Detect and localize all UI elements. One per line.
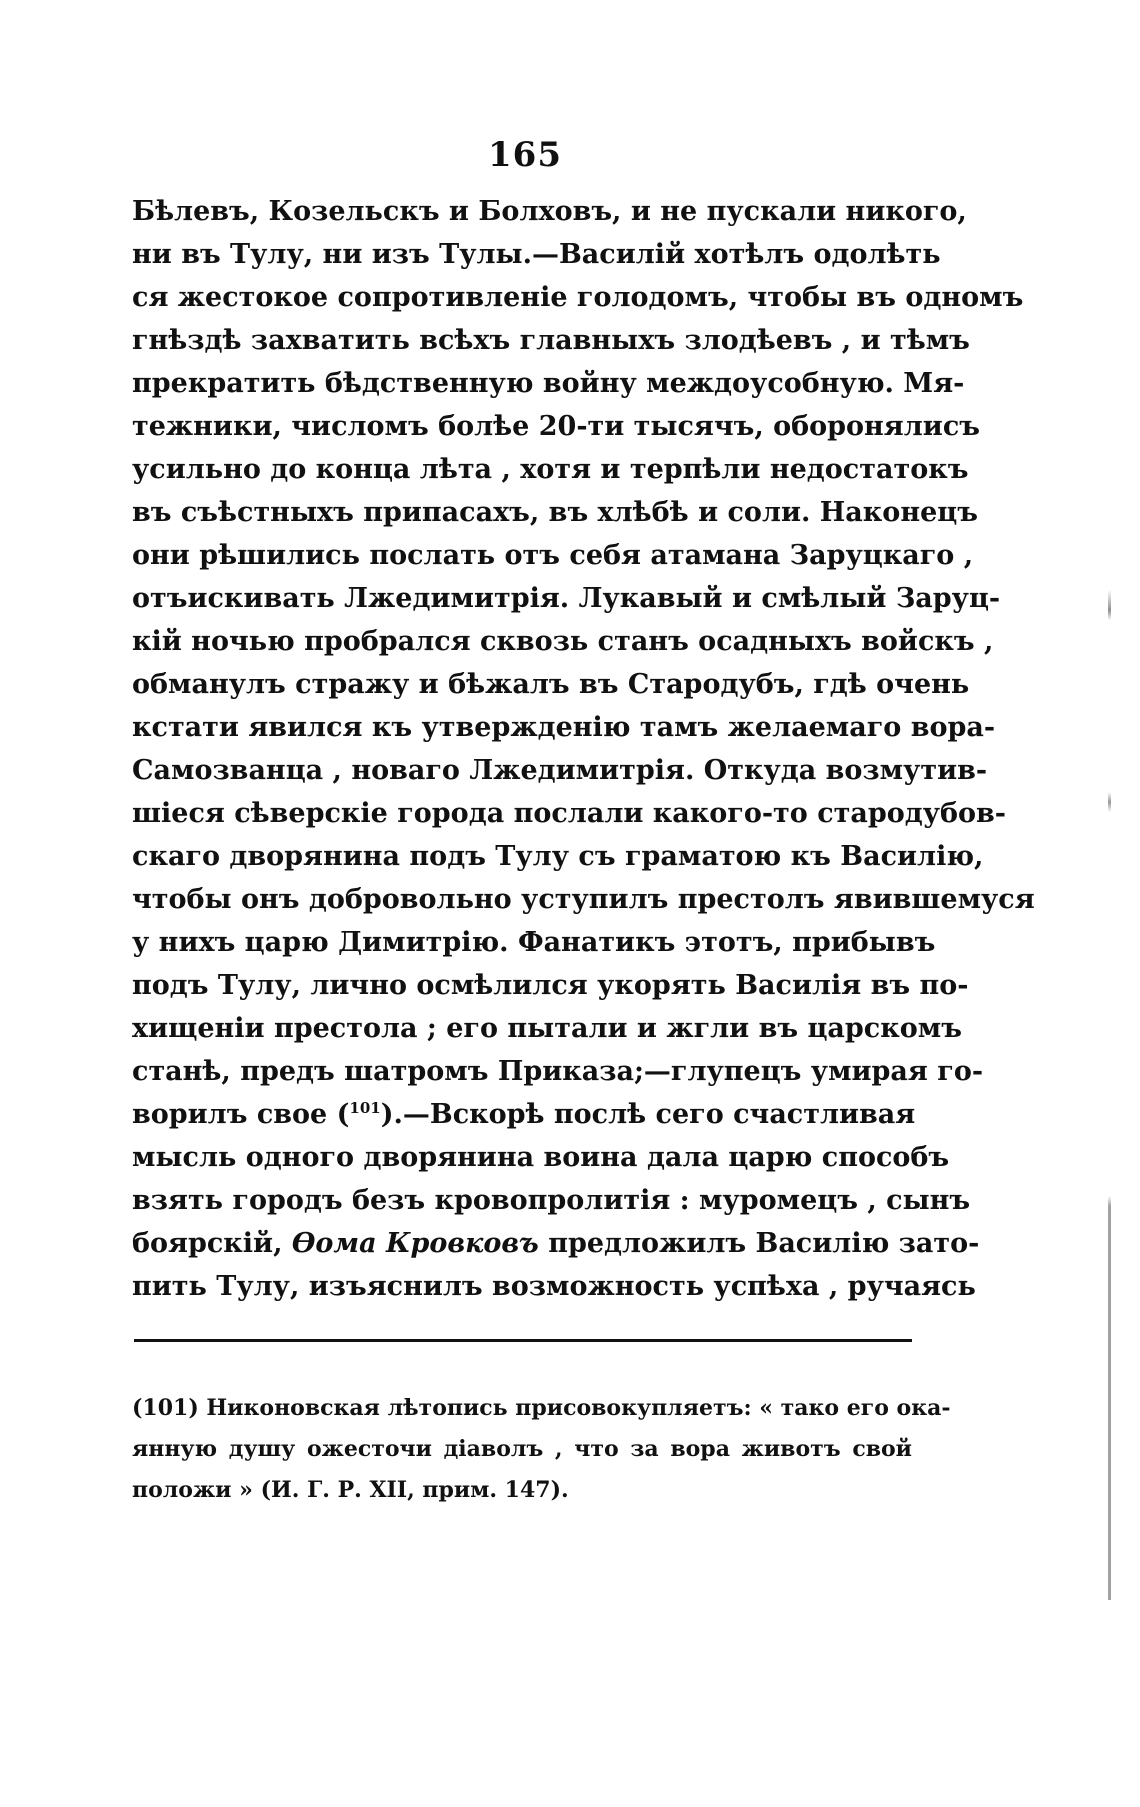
text-line: Бѣлевъ, Козельскъ и Болховъ, и не пускали никого, <box>132 196 967 227</box>
text-line-with-note-ref <box>132 1093 916 1136</box>
text-segment: боярскій, <box>132 1228 292 1259</box>
scan-edge-mark <box>1108 590 1111 1600</box>
footnote-reference: 101 <box>349 1099 381 1117</box>
page-number: 165 <box>488 135 562 175</box>
text-line: прекратить бѣдственную войну междоусобную. Мя- <box>132 368 965 399</box>
text-line: въ съѣстныхъ припасахъ, въ хлѣбѣ и соли. Наконецъ <box>132 497 978 528</box>
text-line: они рѣшились послать отъ себя атамана Заруцкаго , <box>132 540 974 571</box>
footnote-divider <box>134 1339 912 1342</box>
text-line: скаго дворянина подъ Тулу съ граматою къ Василію, <box>132 841 984 872</box>
italic-name: Ѳома Кровковъ <box>291 1228 539 1259</box>
text-line: усильно до конца лѣта , хотя и терпѣли недостатокъ <box>132 454 969 485</box>
body-text <box>132 190 1035 1308</box>
text-line: чтобы онъ добровольно уступилъ престолъ явившемуся <box>132 884 1035 915</box>
text-line: взять городъ безъ кровопролитія : муромецъ , сынъ <box>132 1185 971 1216</box>
text-line: станѣ, предъ шатромъ Приказа;—глупецъ умирая го- <box>132 1056 984 1087</box>
footnote-line: положи » (И. Г. Р. XII, прим. 147). <box>132 1477 569 1503</box>
text-line: тежники, числомъ болѣе 20-ти тысячъ, оборонялисъ <box>132 411 980 442</box>
text-segment: предложилъ Василію зато- <box>538 1228 980 1259</box>
footnote <box>132 1388 951 1511</box>
text-line: кій ночью пробрался сквозь станъ осадныхъ войскъ , <box>132 626 994 657</box>
text-line: кстати явился къ утвержденію тамъ желаемаго вора- <box>132 712 996 743</box>
text-line: ся жестокое сопротивленіе голодомъ, чтобы въ одномъ <box>132 282 1024 313</box>
text-line: подъ Тулу, лично осмѣлился укорять Василія въ по- <box>132 970 969 1001</box>
text-segment: ).—Вскорѣ послѣ сего счастливая <box>380 1099 916 1130</box>
text-line: обманулъ стражу и бѣжалъ въ Стародубъ, гдѣ очень <box>132 669 970 700</box>
text-line: отъискивать Лжедимитрія. Лукавый и смѣлый Заруц- <box>132 583 1001 614</box>
text-line: шіеся сѣверскіе города послали какого-то стародубов- <box>132 798 1007 829</box>
text-line-with-italic-name <box>132 1222 980 1265</box>
text-line: у нихъ царю Димитрію. Фанатикъ этотъ, прибывъ <box>132 927 936 958</box>
text-line: гнѣздѣ захватить всѣхъ главныхъ злодѣевъ , и тѣмъ <box>132 325 970 356</box>
text-line: мысль одного дворянина воина дала царю способъ <box>132 1142 950 1173</box>
footnote-line: (101) Никоновская лѣтопись присовокупляетъ: « тако его ока- <box>132 1395 951 1421</box>
text-segment: ворилъ свое ( <box>132 1099 350 1130</box>
text-line: Самозванца , новаго Лжедимитрія. Откуда возмутив- <box>132 755 988 786</box>
text-line: ни въ Тулу, ни изъ Тулы.—Василій хотѣлъ одолѣть <box>132 239 941 270</box>
text-line: хищеніи престола ; его пытали и жгли въ царскомъ <box>132 1013 962 1044</box>
footnote-line: янную душу ожесточи діаволъ , что за вора животъ свой <box>132 1436 912 1462</box>
text-line: пить Тулу, изъяснилъ возможность успѣха , ручаясь <box>132 1271 976 1302</box>
